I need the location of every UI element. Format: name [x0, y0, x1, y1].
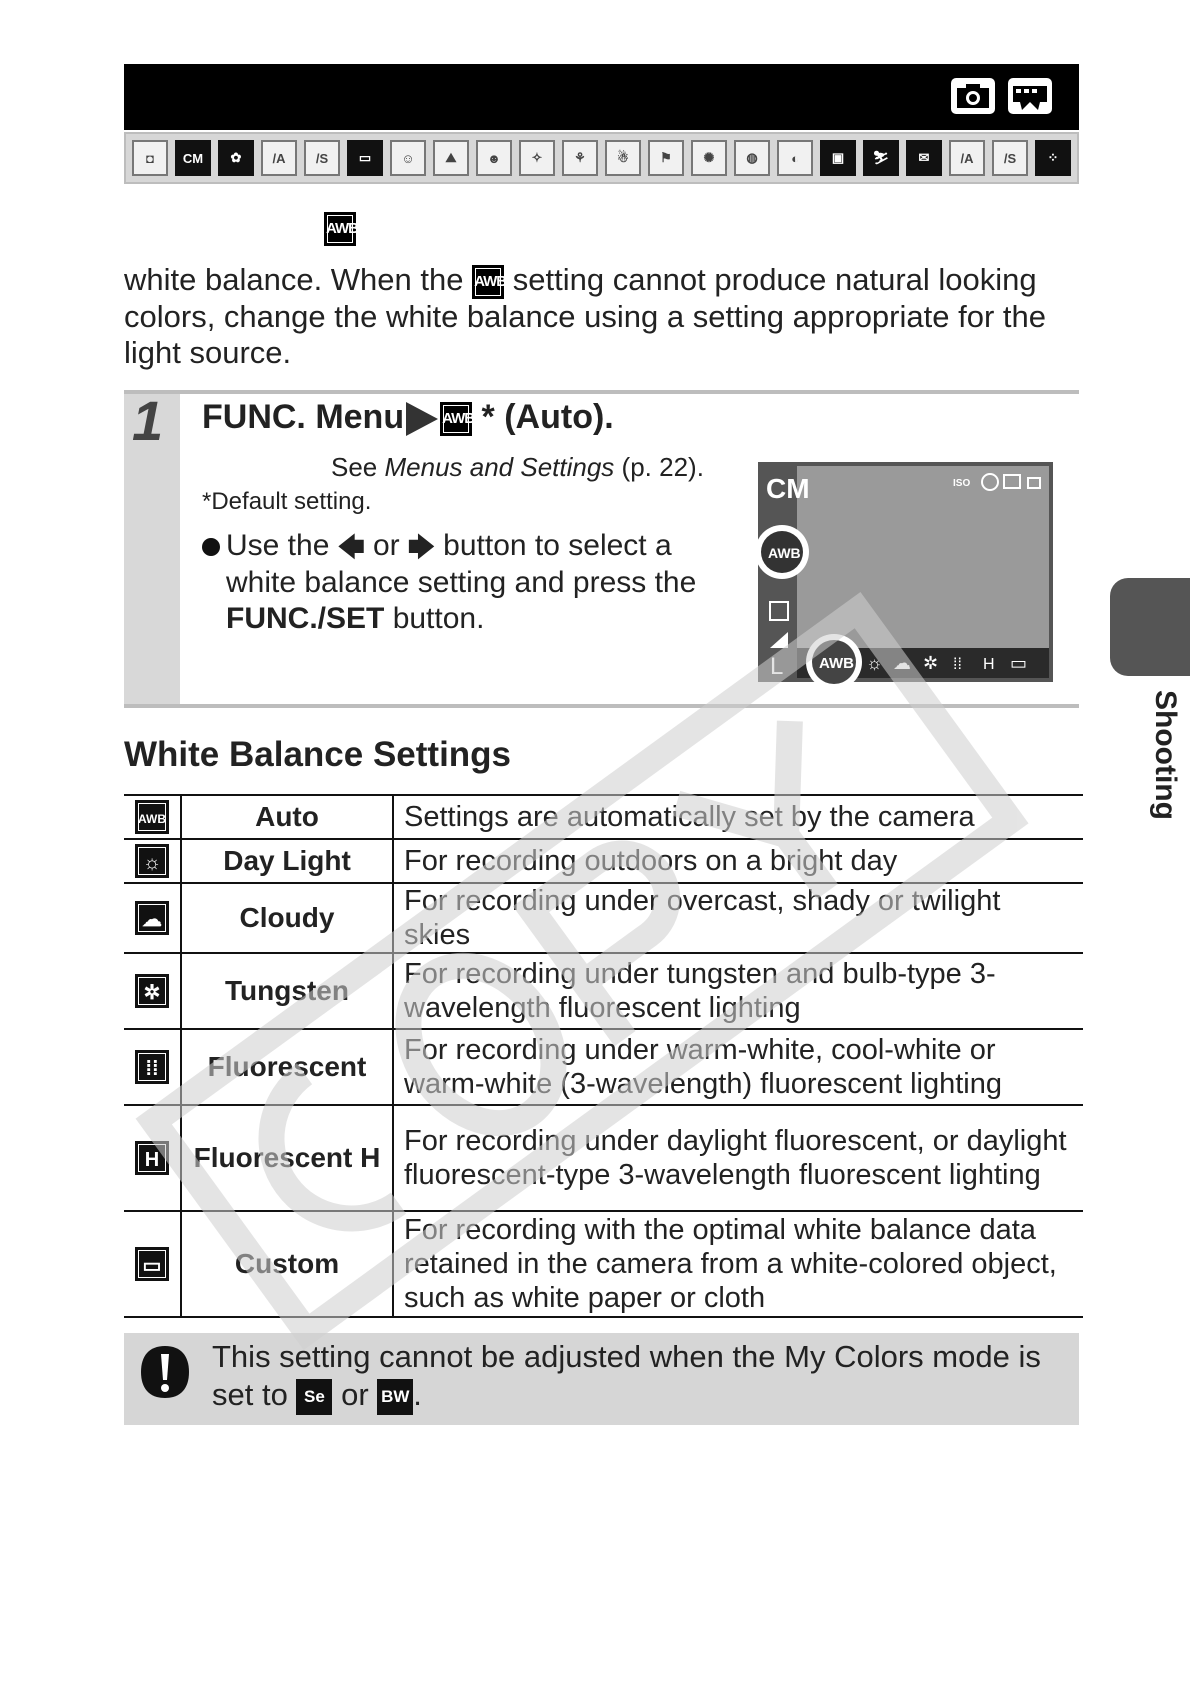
mode-icon-11: ⚘ [562, 140, 598, 176]
tungsten-icon: ✲ [135, 974, 169, 1008]
setting-description: For recording under warm-white, cool-white or warm-white (3-wavelength) fluorescent lighting [404, 1034, 1002, 1100]
mode-icon-3: ✿ [218, 140, 254, 176]
svg-text:AWB: AWB [819, 655, 854, 672]
table-row [124, 1029, 1083, 1105]
bullet-dot [202, 538, 220, 556]
daylight-icon: ☼ [135, 844, 169, 878]
icon-cell [124, 839, 181, 883]
bullet-text-b: button to select a white balance setting and press the [226, 529, 697, 600]
mode-icon-7: ☺ [390, 140, 426, 176]
lcd-iso-icon: ISO [953, 478, 971, 489]
caution-icon [137, 1342, 193, 1402]
shooting-mode-bar [124, 132, 1079, 184]
setting-description: For recording with the optimal white balance data retained in the camera from a white-colored object, such as white paper or cloth [404, 1214, 1057, 1314]
setting-description: For recording under overcast, shady or twilight skies [404, 885, 1001, 951]
table-row [124, 1211, 1083, 1317]
mode-icon-14: ✺ [691, 140, 727, 176]
step-title [202, 398, 614, 437]
right-arrow-icon: 🡆 [407, 532, 435, 563]
black-white-icon: BW [377, 1379, 413, 1415]
lcd-tungsten-icon: ✲ [923, 653, 939, 673]
awb-title-icon: AWB [440, 402, 472, 436]
setting-name: Day Light [181, 839, 393, 883]
left-arrow-icon: 🡄 [337, 532, 365, 563]
icon-cell [124, 883, 181, 953]
lcd-lock-icon [1028, 478, 1040, 488]
mode-icon-5: /S [304, 140, 340, 176]
setting-description: For recording outdoors on a bright day [404, 845, 898, 877]
mode-icon-17: ▣ [820, 140, 856, 176]
intro-text-a: white balance. When the [124, 262, 464, 297]
intro-text-b: setting cannot produce natural looking colors, change the white balance using a setting appropriate for the light source. [124, 262, 1046, 370]
icon-cell [124, 953, 181, 1029]
step-title-a: FUNC. Menu [202, 398, 405, 436]
lcd-daylight-icon: ☼ [866, 653, 883, 673]
bullet-text-a: Use the [226, 529, 330, 562]
fluorescent-h-icon: H [135, 1141, 169, 1175]
white-balance-table [124, 794, 1083, 1318]
table-row [124, 1105, 1083, 1211]
setting-description: Settings are automatically set by the camera [404, 801, 975, 833]
movie-icon [1008, 78, 1052, 114]
lcd-drive-icon [1004, 475, 1020, 488]
see-prefix: See [331, 452, 378, 482]
table-row [124, 795, 1083, 839]
lcd-fluorescent-h-icon: H [983, 656, 995, 673]
note-text-a: This setting cannot be adjusted when the My Colors mode is set to [212, 1339, 1041, 1412]
custom-icon: ▭ [135, 1247, 169, 1281]
func-set-label: FUNC./SET [226, 602, 385, 636]
setting-description: For recording under daylight fluorescent, or daylight fluorescent-type 3-wavelength fluorescent lighting [404, 1125, 1067, 1191]
mode-icon-2: CM [175, 140, 211, 176]
icon-cell [124, 1029, 181, 1105]
awb-icon: AWB [135, 800, 169, 834]
setting-name: Auto [181, 795, 393, 839]
mode-icon-22: ⁘ [1035, 140, 1071, 176]
table-row [124, 953, 1083, 1029]
note-or: or [341, 1377, 369, 1412]
mode-icon-13: ⚑ [648, 140, 684, 176]
lcd-size-icon: L [770, 653, 784, 680]
awb-inline-icon: AWB [472, 265, 504, 299]
see-suffix: (p. 22). [621, 452, 704, 482]
setting-name: Fluorescent [181, 1029, 393, 1105]
mode-icon-9: ☻ [476, 140, 512, 176]
chapter-label: Shooting [1149, 690, 1182, 820]
fluorescent-icon: ⁞⁞ [135, 1050, 169, 1084]
setting-description: For recording under tungsten and bulb-type 3-wavelength fluorescent lighting [404, 958, 996, 1024]
table-row [124, 883, 1083, 953]
default-note: *Default setting. [202, 488, 372, 515]
lcd-mode-icon: CM [766, 473, 810, 504]
mode-icon-12: ☃ [605, 140, 641, 176]
caution-note-text [212, 1338, 1072, 1415]
camera-icon [951, 78, 995, 114]
see-reference [331, 452, 704, 483]
step-title-b: * (Auto). [481, 398, 614, 436]
setting-name: Custom [181, 1211, 393, 1317]
mode-icon-19: ✉ [906, 140, 942, 176]
setting-name: Cloudy [181, 883, 393, 953]
mode-icon-4: /A [261, 140, 297, 176]
mode-icon-20: /A [949, 140, 985, 176]
icon-cell [124, 795, 181, 839]
svg-text:AWB: AWB [768, 545, 801, 561]
mode-icon-8: ⛰ [433, 140, 469, 176]
mode-icon-10: ✧ [519, 140, 555, 176]
icon-cell [124, 1105, 181, 1211]
bullet-text-c: button. [392, 602, 485, 636]
table-row [124, 839, 1083, 883]
mode-icon-1: ◘ [132, 140, 168, 176]
section-title: White Balance Settings [124, 735, 512, 774]
triangle-arrow-icon [406, 402, 438, 436]
setting-name: Tungsten [181, 953, 393, 1029]
awb-icon: AWB [324, 212, 356, 246]
lcd-fluorescent-icon: ⁞⁞ [953, 656, 962, 673]
intro-paragraph [124, 226, 1084, 371]
lcd-flash-icon [982, 474, 998, 490]
lcd-overlay-icons [758, 462, 1053, 687]
see-link-text: Menus and Settings [384, 452, 615, 482]
mode-icon-18: ⛷ [863, 140, 899, 176]
note-end: . [413, 1377, 422, 1412]
mode-icon-21: /S [992, 140, 1028, 176]
header-bar [124, 64, 1079, 130]
lcd-cloudy-icon: ☁ [893, 653, 911, 673]
sepia-icon: Se [296, 1379, 332, 1415]
mode-icon-6: ▭ [347, 140, 383, 176]
lcd-custom-icon: ▭ [1010, 653, 1028, 673]
mode-icon-16: ◐ [777, 140, 813, 176]
cloudy-icon: ☁ [135, 901, 169, 935]
setting-name: Fluorescent H [181, 1105, 393, 1211]
mode-icon-15: ◍ [734, 140, 770, 176]
chapter-tab[interactable] [1110, 578, 1190, 676]
step-number: 1 [132, 389, 164, 452]
bullet-or: or [372, 529, 400, 562]
icon-cell [124, 1211, 181, 1317]
lcd-quality-icon [770, 632, 788, 648]
lcd-metering-icon [770, 602, 788, 620]
